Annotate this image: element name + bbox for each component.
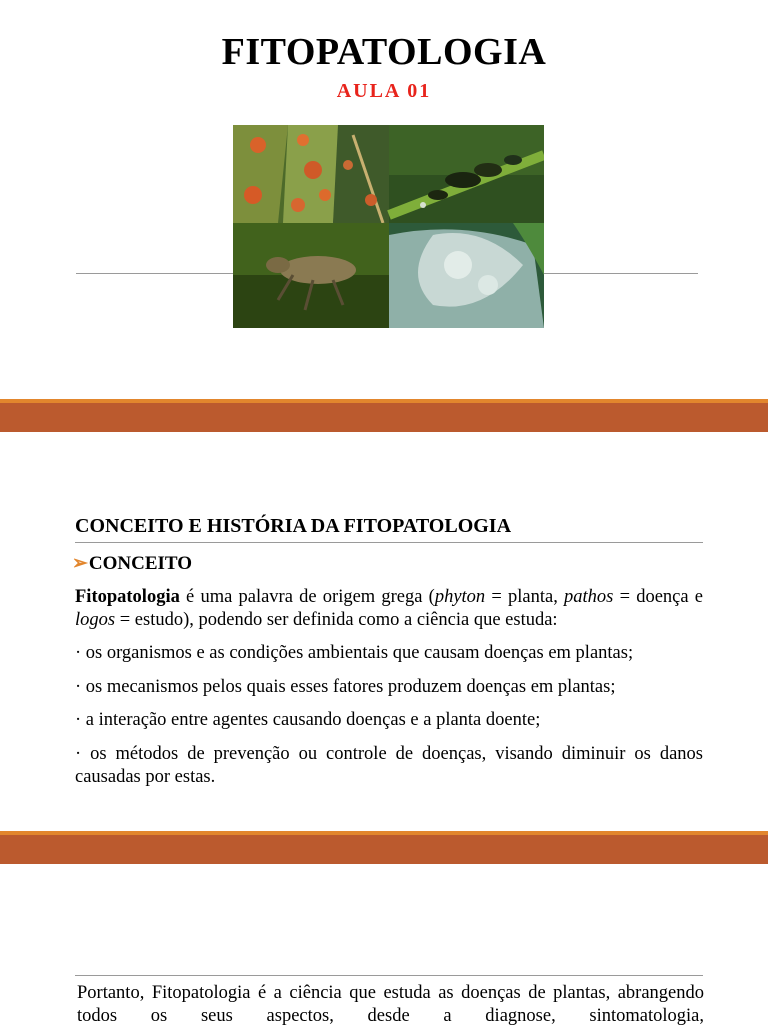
slide-subtitle: AULA 01	[336, 80, 432, 102]
heading-underline	[75, 542, 703, 543]
conceito-subheading	[72, 552, 192, 575]
bullet-item: · os métodos de prevenção ou controle de doenças, visando diminuir os danos causadas por estas.	[75, 744, 703, 787]
bullet-item: · os mecanismos pelos quais esses fatores produzem doenças em plantas;	[75, 677, 616, 697]
weevil-photo	[233, 223, 389, 328]
term-pathos: pathos	[564, 587, 614, 607]
intro-text-3: = doença e	[613, 587, 704, 607]
slide3-top-rule	[75, 975, 703, 976]
bullet-item: · os organismos e as condições ambientais que causam doenças em plantas;	[75, 643, 634, 663]
slide-separator	[0, 403, 768, 432]
bullet-item: · a interação entre agentes causando doenças e a planta doente;	[75, 710, 541, 730]
section-heading: CONCEITO E HISTÓRIA DA FITOPATOLOGIA	[75, 515, 512, 537]
powdery-mildew-photo	[389, 223, 544, 328]
intro-text-1: é uma palavra de origem grega (	[179, 587, 435, 607]
conclusion-paragraph: Portanto, Fitopatologia é a ciência que estuda as doenças de plantas, abrangendo todos os seus aspectos, desde a diagnose, sintomatologia,	[77, 983, 704, 1026]
arrow-bullet-icon: ➢	[72, 553, 88, 574]
slide-separator-2	[0, 835, 768, 864]
divider-right	[544, 273, 698, 274]
term-logos: logos	[75, 610, 116, 630]
conceito-label: CONCEITO	[88, 553, 193, 574]
plant-disease-collage	[233, 125, 544, 328]
term-fitopatologia: Fitopatologia	[75, 587, 180, 607]
intro-text-2: = planta,	[485, 587, 565, 607]
slide-title: FITOPATOLOGIA	[221, 31, 547, 73]
term-phyton: phyton	[434, 587, 486, 607]
divider-left	[76, 273, 234, 274]
rust-leaf-photo	[233, 125, 389, 223]
aphids-photo	[389, 125, 544, 223]
intro-paragraph	[75, 586, 703, 632]
collage-image	[233, 125, 544, 328]
intro-text-4: = estudo), podendo ser definida como a ciência que estuda:	[115, 610, 558, 630]
